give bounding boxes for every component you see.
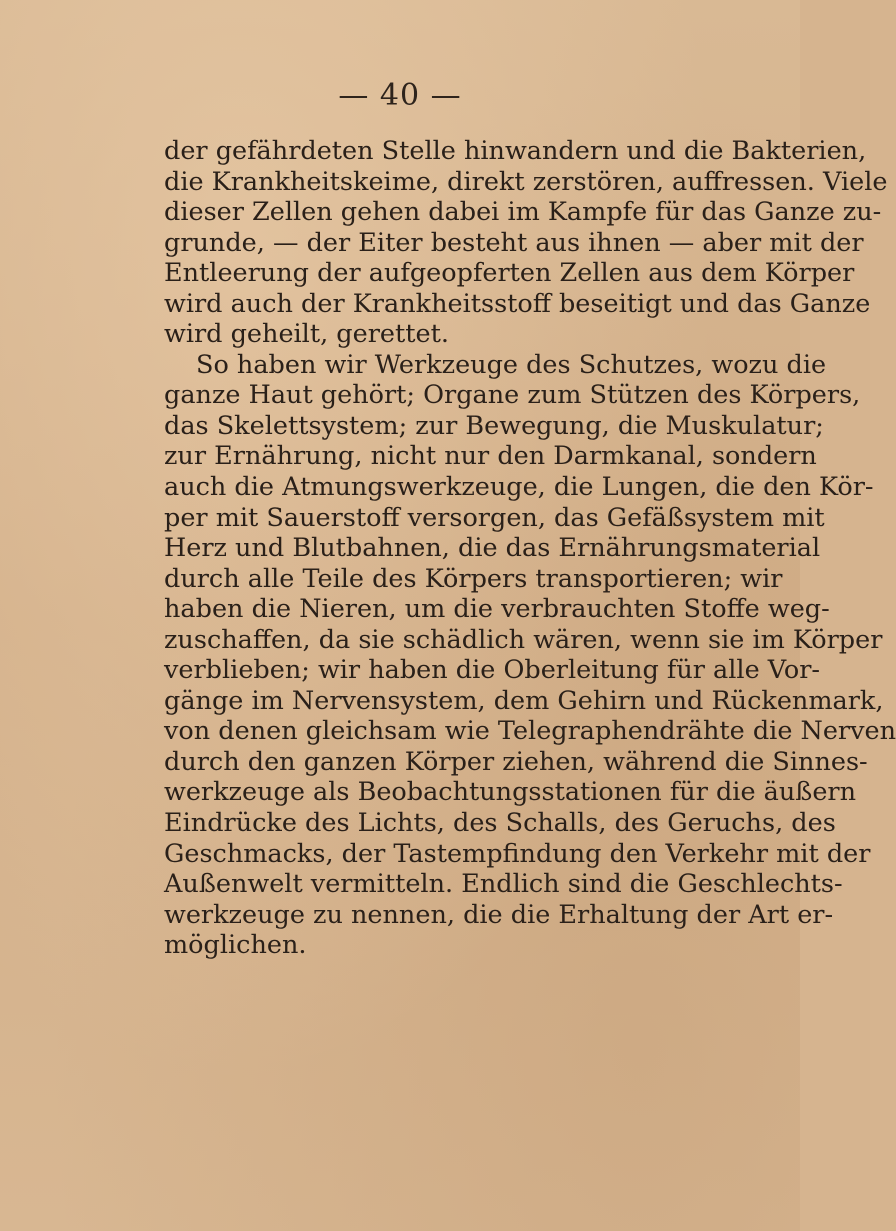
- text-line: Außenwelt vermitteln. Endlich sind die Geschlechts-: [164, 869, 843, 900]
- text-line: grunde, — der Eiter besteht aus ihnen — aber mit der: [164, 227, 864, 258]
- text-line: werkzeuge zu nennen, die die Erhaltung der Art er-: [164, 899, 834, 930]
- text-line: Geschmacks, der Tastempfindung den Verkehr mit der: [164, 838, 871, 869]
- text-line: haben die Nieren, um die verbrauchten Stoffe weg-: [164, 594, 830, 625]
- paragraph-end-line: möglichen.: [164, 930, 307, 961]
- text-line: wird auch der Krankheitsstoff beseitigt und das Ganze: [164, 288, 871, 319]
- paragraph-end-line: wird geheilt, gerettet.: [164, 319, 449, 350]
- text-line: ganze Haut gehört; Organe zum Stützen des Körpers,: [164, 380, 861, 411]
- text-line: das Skelettsystem; zur Bewegung, die Muskulatur;: [164, 410, 824, 441]
- page-number: — 40 —: [338, 78, 462, 113]
- text-line: durch den ganzen Körper ziehen, während die Sinnes-: [164, 746, 868, 777]
- text-line: von denen gleichsam wie Telegraphendrähte die Nerven: [164, 716, 896, 747]
- text-line: zuschaffen, da sie schädlich wären, wenn sie im Körper: [164, 624, 883, 655]
- text-line: der gefährdeten Stelle hinwandern und die Bakterien,: [164, 136, 867, 166]
- text-line: werkzeuge als Beobachtungsstationen für die äußern: [164, 777, 857, 808]
- text-line: Eindrücke des Lichts, des Schalls, des Geruchs, des: [164, 808, 836, 839]
- text-line: Herz und Blutbahnen, die das Ernährungsmaterial: [164, 533, 821, 564]
- text-line: die Krankheitskeime, direkt zerstören, auffressen. Viele: [164, 166, 888, 197]
- text-line: dieser Zellen gehen dabei im Kampfe für das Ganze zu-: [164, 197, 882, 228]
- text-line: auch die Atmungswerkzeuge, die Lungen, die den Kör-: [164, 472, 874, 503]
- text-line: gänge im Nervensystem, dem Gehirn und Rückenmark,: [164, 685, 884, 716]
- text-line: durch alle Teile des Körpers transportieren; wir: [164, 563, 783, 594]
- text-line: Entleerung der aufgeopferten Zellen aus dem Körper: [164, 258, 855, 289]
- body-text: [164, 136, 896, 961]
- text-line: zur Ernährung, nicht nur den Darmkanal, sondern: [164, 441, 817, 472]
- text-line: verblieben; wir haben die Oberleitung für alle Vor-: [164, 655, 821, 686]
- paragraph-start-line: So haben wir Werkzeuge des Schutzes, wozu die: [196, 349, 827, 380]
- text-line: per mit Sauerstoff versorgen, das Gefäßsystem mit: [164, 502, 825, 533]
